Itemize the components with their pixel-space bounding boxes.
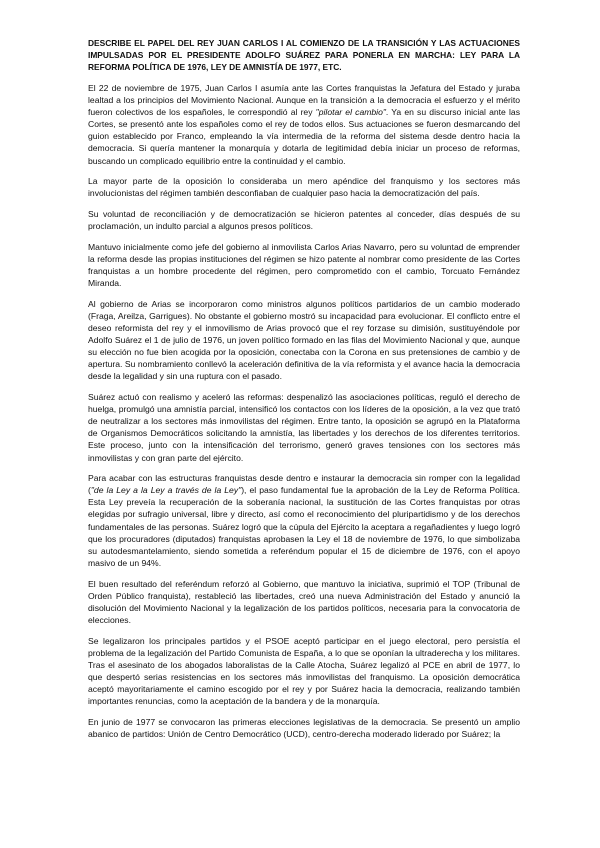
- paragraph-text: La mayor parte de la oposición lo consideraba un mero apéndice del franquismo y los sectores más involucionistas del régimen también desconfiaban de cualquier paso hacia la democratización del país.: [88, 176, 520, 199]
- paragraph-text: Su voluntad de reconciliación y de democratización se hicieron patentes al conceder, días después de su proclamación, un indulto parcial a algunos presos políticos.: [88, 209, 520, 232]
- paragraph-text: Suárez actuó con realismo y aceleró las reformas: despenalizó las asociaciones políticas, reguló el derecho de huelga, promulgó una amnistía parcial, intensificó los contactos con los líderes de la oposición, a la vez que trató de neutralizar a los sectores más inmovilistas del régimen. Entre tanto, la oposición se agrupó en la Plataforma de Organismos Democráticos solicitando la amnistía, las libertades y los derechos de los diferentes territorios. Este proceso, junto con la intensificación del terrorismo, generó graves tensiones con los sectores más inmovilistas y con gran parte del ejército.: [88, 392, 520, 463]
- paragraph-4: [88, 241, 520, 289]
- paragraph-text: Se legalizaron los principales partidos y el PSOE aceptó participar en el juego electoral, pero persistía el problema de la legalización del Partido Comunista de España, a lo que se oponían la ultraderecha y los militares. Tras el asesinato de los abogados laboralistas de la Calle Atocha, Suárez legalizó al PCE en abril de 1977, lo que despertó serias resistencias en los sectores más inmovilistas del franquismo. La oposición democrática aceptó mayoritariamente el camino escogido por el rey y por Suárez hacia la democracia, realizando también importantes renuncias, como la aceptación de la bandera y de la monarquía.: [88, 635, 520, 706]
- paragraph-text: El 22 de noviembre de 1975, Juan Carlos I asumía ante las Cortes franquistas la Jefatura del Estado y juraba lealtad a los principios del Movimiento Nacional. Aunque en la transición a la democracia el esfuerzo y el mérito fueron colectivos de los españoles, le correspondió al rey: [88, 83, 520, 118]
- paragraph-text: En junio de 1977 se convocaron las primeras elecciones legislativas de la democracia. Se presentó un amplio abanico de partidos: Unión de Centro Democrático (UCD), centro-derecha moderado liderado por Suárez; la: [88, 716, 520, 739]
- paragraph-text: Para acabar con las estructuras franquistas desde dentro e instaurar la democracia sin romper con la legalidad (: [88, 473, 520, 496]
- document-body: [88, 37, 520, 748]
- paragraph-5: [88, 298, 520, 383]
- paragraph-3: [88, 208, 520, 232]
- paragraph-7: [88, 472, 520, 569]
- paragraph-9: [88, 635, 520, 708]
- paragraph-2: [88, 175, 520, 199]
- paragraph-quote: "pilotar el cambio": [315, 107, 386, 118]
- paragraph-1: [88, 82, 520, 167]
- paragraph-quote: "de la Ley a la Ley a través de la Ley": [90, 485, 242, 496]
- document-title: DESCRIBE EL PAPEL DEL REY JUAN CARLOS I AL COMIENZO DE LA TRANSICIÓN Y LAS ACTUACIONES IMPULSADAS POR EL PRESIDENTE ADOLFO SUÁREZ PARA PONERLA EN MARCHA: LEY PARA LA REFORMA POLÍTICA DE 1976, LEY DE AMNISTÍA DE 1977, ETC.: [88, 38, 520, 72]
- paragraph-10: [88, 716, 520, 740]
- paragraph-text: El buen resultado del referéndum reforzó al Gobierno, que mantuvo la iniciativa, suprimió el TOP (Tribunal de Orden Público franquista), restableció las libertades, creó una nueva Administración del Estado y anunció la disolución del Movimiento Nacional y la legalización de los partidos políticos, necesaria para la convocatoria de elecciones.: [88, 578, 520, 625]
- paragraph-8: [88, 578, 520, 626]
- paragraph-text: ), el paso fundamental fue la aprobación de la Ley de Reforma Política. Esta Ley preveía la recuperación de la soberanía nacional, la sustitución de las Cortes franquistas por otras elegidas por sufragio universal, libre y directo, así como el reconocimiento del pluripartidismo y de los derechos fundamentales de las personas. Suárez logró que la cúpula del Ejército la aceptara a regañadientes y luego logró que los procuradores (diputados) franquistas aprobasen la Ley el 18 de noviembre de 1976, lo que simbolizaba su autodesmantelamiento, siendo sometida a referéndum popular el 15 de diciembre de 1976, con el apoyo masivo de un 94%.: [88, 485, 520, 568]
- paragraph-text: Mantuvo inicialmente como jefe del gobierno al inmovilista Carlos Arias Navarro, pero su voluntad de emprender la reforma desde las propias instituciones del régimen se hizo patente al nombrar como presidente de las Cortes franquistas a un hombre procedente del régimen, pero comprometido con el cambio, Torcuato Fernández Miranda.: [88, 241, 520, 289]
- paragraph-text: Al gobierno de Arias se incorporaron como ministros algunos políticos partidarios de un cambio moderado (Fraga, Areilza, Garrigues). No obstante el gobierno mostró su incapacidad para evolucionar. El conflicto entre el deseo reformista del rey y el inmovilismo de Arias provocó que el rey forzase su dimisión, sustituyéndole por Adolfo Suárez el 1 de julio de 1976, un joven político formado en las filas del Movimiento Nacional y que, aunque su elección no fue bien acogida por la oposición, conectaba con la Corona en sus pretensiones de cambio y de apertura. Su nombramiento conllevó la aceleración definitiva de la vía reformista y el avance hacia la democracia desde la legalidad y sin una ruptura con el pasado.: [88, 298, 520, 382]
- paragraph-text: . Ya en su discurso inicial ante las Cortes, se presentó ante los españoles como el rey de todos ellos. Sus actuaciones se fueron desmarcando del guion establecido por Franco, empleando la vía intermedia de la reforma del sistema desde dentro hacia la democracia. Si quería mantener la monarquía y dotarla de legitimidad debía iniciar un proceso de reformas, buscando un complicado equilibrio entre la continuidad y el cambio.: [88, 107, 520, 166]
- paragraph-6: [88, 391, 520, 464]
